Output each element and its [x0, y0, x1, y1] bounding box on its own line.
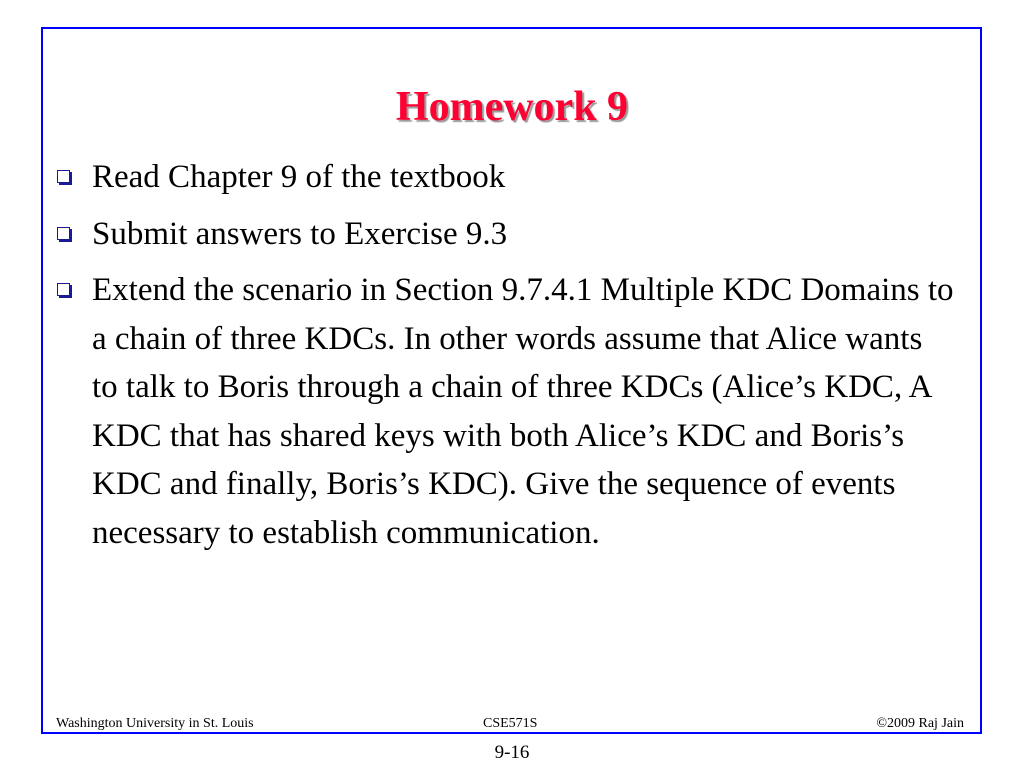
bullet-list [55, 153, 955, 565]
page-number: 9-16 [494, 742, 530, 763]
bullet-item-read-chapter [55, 153, 955, 202]
hollow-square-bullet-icon [57, 283, 70, 296]
bullet-text: Read Chapter 9 of the textbook [92, 159, 506, 195]
bullet-item-submit-answers [55, 210, 955, 259]
bullet-item-extend-scenario [55, 266, 955, 557]
bullet-text: Extend the scenario in Section 9.7.4.1 Multiple KDC Domains to a chain of three KDCs. In other words assume that Alice wants to talk to Boris through a chain of three KDCs (Alice’s KDC, A KDC that has shared keys with both Alice’s KDC and Boris’s KDC and finally, Boris’s KDC). Give the sequence of events necessary to establish communication. [92, 272, 954, 551]
footer-course: CSE571S [483, 716, 538, 731]
hollow-square-bullet-icon [57, 170, 70, 183]
bullet-text: Submit answers to Exercise 9.3 [92, 215, 508, 252]
footer-copyright: ©2009 Raj Jain [876, 716, 964, 731]
slide-title: Homework 9 [395, 84, 629, 131]
footer-institution: Washington University in St. Louis [56, 716, 254, 731]
hollow-square-bullet-icon [57, 227, 70, 240]
